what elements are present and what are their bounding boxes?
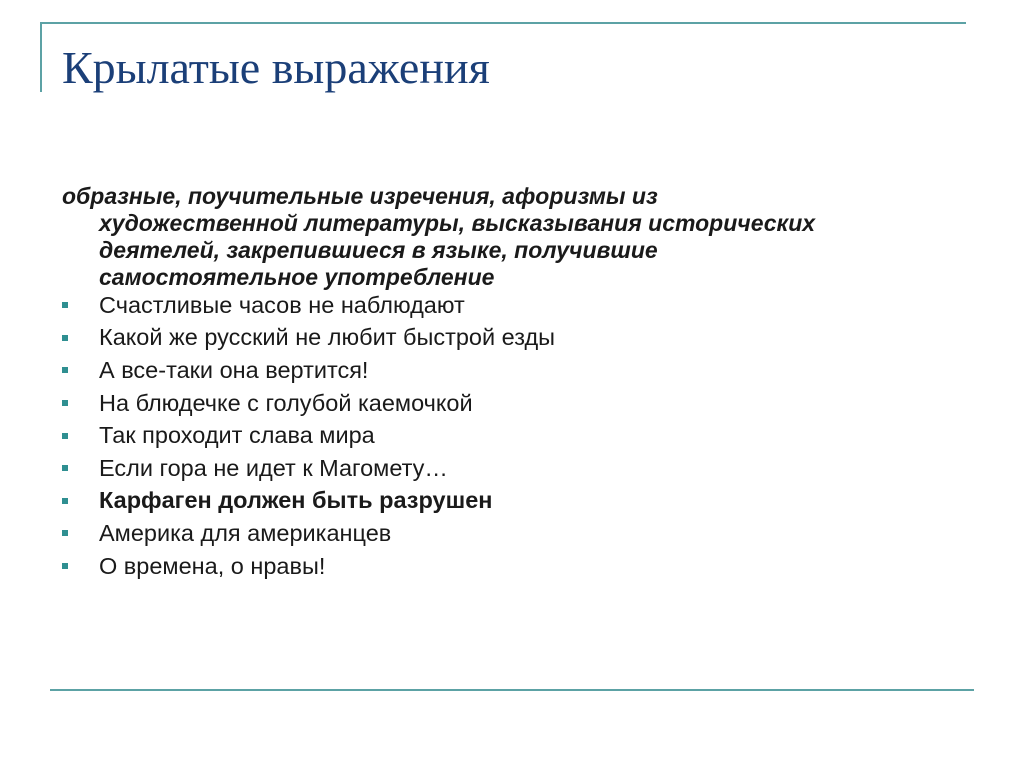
list-item <box>62 419 555 452</box>
definition-line: самостоятельное употребление <box>99 264 495 290</box>
list-item-text: Если гора не идет к Магомету… <box>99 454 448 481</box>
square-bullet-icon <box>62 563 68 569</box>
list-item <box>62 289 555 322</box>
list-item-text: На блюдечке с голубой каемочкой <box>99 389 473 416</box>
top-rule <box>40 22 966 24</box>
square-bullet-icon <box>62 400 68 406</box>
square-bullet-icon <box>62 302 68 308</box>
square-bullet-icon <box>62 367 68 373</box>
definition-text <box>62 183 962 291</box>
square-bullet-icon <box>62 530 68 536</box>
left-rule <box>40 22 42 92</box>
list-item <box>62 517 555 550</box>
list-item <box>62 322 555 355</box>
bottom-rule <box>50 689 974 691</box>
definition-line: образные, поучительные изречения, афоризмы из <box>62 183 658 209</box>
list-item <box>62 452 555 485</box>
phrase-list <box>62 289 555 582</box>
list-item-text: Счастливые часов не наблюдают <box>99 291 465 318</box>
slide-title: Крылатые выражения <box>62 42 490 93</box>
list-item-text: А все-таки она вертится! <box>99 356 369 383</box>
list-item <box>62 550 555 583</box>
list-item-text: О времена, о нравы! <box>99 552 326 579</box>
square-bullet-icon <box>62 498 68 504</box>
list-item <box>62 354 555 387</box>
list-item-text: Карфаген должен быть разрушен <box>99 487 493 514</box>
definition-line: художественной литературы, высказывания исторических <box>99 210 816 236</box>
definition-line: деятелей, закрепившиеся в языке, получившие <box>99 237 658 263</box>
square-bullet-icon <box>62 433 68 439</box>
list-item-text: Америка для американцев <box>99 519 392 546</box>
list-item-text: Так проходит слава мира <box>99 422 375 449</box>
list-item-text: Какой же русский не любит быстрой езды <box>99 324 556 351</box>
square-bullet-icon <box>62 465 68 471</box>
square-bullet-icon <box>62 335 68 341</box>
list-item <box>62 387 555 420</box>
list-item <box>62 485 555 518</box>
